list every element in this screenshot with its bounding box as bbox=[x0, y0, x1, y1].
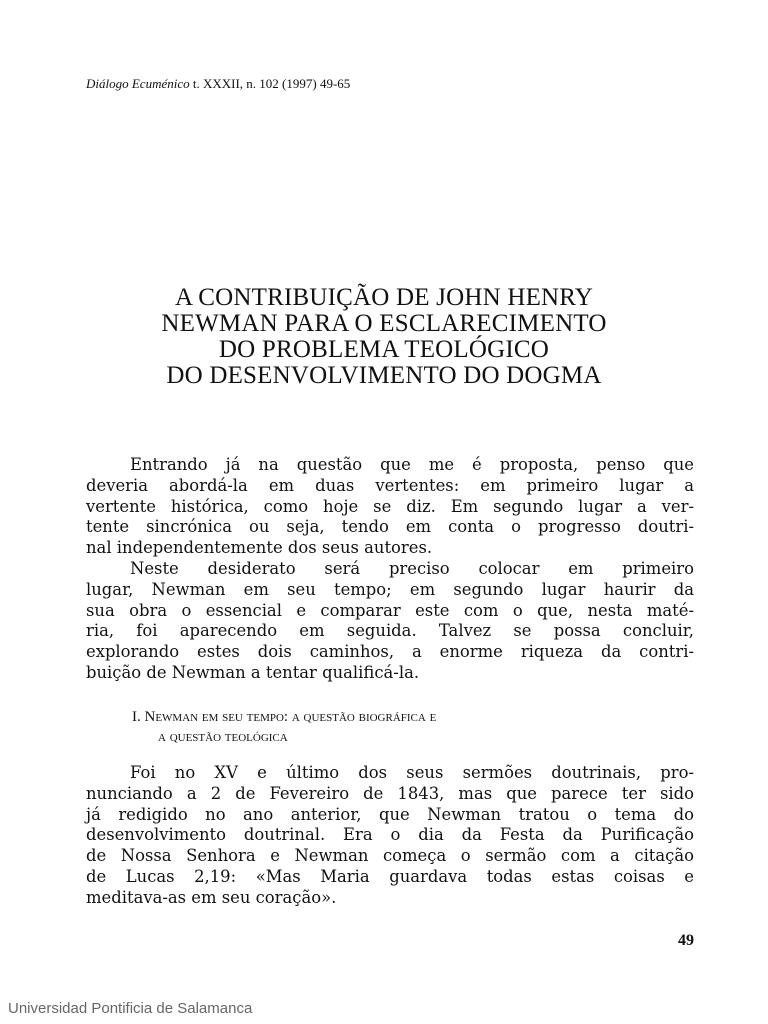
text-line: buição de Newman a tentar qualificá-la. bbox=[86, 662, 420, 682]
text-line: nal independentemente dos seus autores. bbox=[86, 538, 433, 558]
text-line: Entrando já na questão que me é proposta, penso que bbox=[130, 455, 694, 474]
text-line: explorando estes dois caminhos, a enorme riqueza da contri- bbox=[86, 642, 694, 662]
text-line: de Lucas 2,19: «Mas Maria guardava todas estas coisas e bbox=[86, 866, 694, 886]
page-number: 49 bbox=[678, 932, 694, 949]
title-line: DO PROBLEMA TEOLÓGICO bbox=[218, 336, 550, 363]
title-line: NEWMAN PARA O ESCLARECIMENTO bbox=[161, 310, 607, 337]
section-heading-line: a questão teológica bbox=[158, 729, 288, 745]
text-line: nunciando a 2 de Fevereiro de 1843, mas que parece ter sido bbox=[86, 783, 694, 803]
body-paragraph bbox=[86, 763, 694, 909]
text-line: meditava-as em seu coração». bbox=[86, 887, 337, 907]
text-line: sua obra o essencial e comparar este com o que, nesta maté- bbox=[86, 600, 694, 620]
text-line: deveria abordá-la em duas vertentes: em primeiro lugar a bbox=[86, 475, 694, 495]
text-line: Neste desiderato será preciso colocar em primeiro bbox=[130, 558, 694, 578]
text-line: lugar, Newman em seu tempo; em segundo lugar haurir da bbox=[86, 579, 694, 599]
text-line: de Nossa Senhora e Newman começa o sermão com a citação bbox=[86, 846, 694, 866]
journal-citation bbox=[86, 76, 350, 92]
intro-paragraphs bbox=[86, 455, 694, 684]
section-heading bbox=[132, 707, 436, 747]
section-heading-line: I. Newman em seu tempo: a questão biográfica e bbox=[132, 709, 437, 725]
text-line: Foi no XV e último dos seus sermões doutrinais, pro- bbox=[130, 763, 694, 782]
title-line: DO DESENVOLVIMENTO DO DOGMA bbox=[166, 362, 602, 389]
text-line: vertente histórica, como hoje se diz. Em segundo lugar a ver- bbox=[86, 496, 694, 516]
journal-details: t. XXXII, n. 102 (1997) 49-65 bbox=[189, 76, 351, 91]
article-title bbox=[0, 285, 768, 389]
footer-watermark: Universidad Pontificia de Salamanca bbox=[8, 1000, 253, 1017]
title-line: A CONTRIBUIÇÃO DE JOHN HENRY bbox=[174, 284, 594, 311]
text-line: já redigido no ano anterior, que Newman tratou o tema do bbox=[86, 804, 694, 824]
text-line: desenvolvimento doutrinal. Era o dia da Festa da Purificação bbox=[86, 825, 694, 845]
journal-name: Diálogo Ecuménico bbox=[86, 76, 190, 91]
text-line: tente sincrónica ou seja, tendo em conta o progresso doutri- bbox=[86, 517, 694, 537]
text-line: ria, foi aparecendo em seguida. Talvez se possa concluir, bbox=[86, 621, 694, 641]
